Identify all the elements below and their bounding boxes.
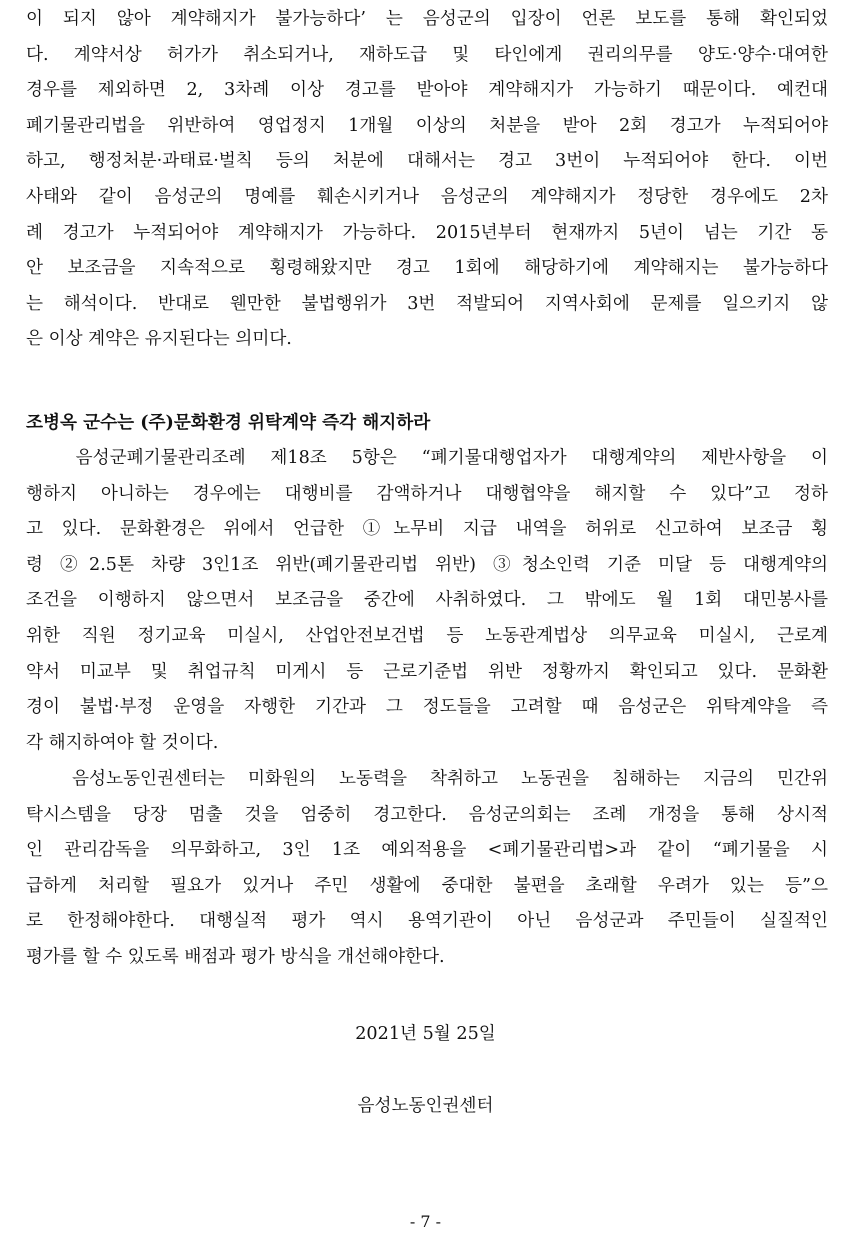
paragraph-line: 경이 불법·부정 운영을 자행한 기간과 그 정도들을 고려할 때 음성군은 위탁계약을 즉 <box>26 697 828 718</box>
paragraph-line: 례 경고가 누적되어야 계약해지가 가능하다. 2015년부터 현재까지 5년이 넘는 기간 동 <box>26 222 828 243</box>
paragraph-warning <box>26 762 828 976</box>
paragraph-line: 고 있다. 문화환경은 위에서 언급한 ①노무비 지급 내역을 허위로 신고하여 보조금 횡 <box>26 519 828 540</box>
paragraph-line: 이 되지 않아 계약해지가 불가능하다’ 는 음성군의 입장이 언론 보도를 통해 확인되었 <box>26 9 828 29</box>
paragraph-line: 약서 미교부 및 취업규칙 미게시 등 근로기준법 위반 정황까지 확인되고 있다. 문화환 <box>26 661 828 682</box>
paragraph-line: 각 해지하여야 할 것이다. <box>26 732 219 753</box>
paragraph-line: 은 이상 계약은 유지된다는 의미다. <box>26 329 292 350</box>
paragraph-line: 하고, 행정처분·과태료·벌칙 등의 처분에 대해서는 경고 3번이 누적되어야 한다. 이번 <box>26 151 828 172</box>
paragraph-line: 경우를 제외하면 2, 3차례 이상 경고를 받아야 계약해지가 가능하기 때문이다. 예컨대 <box>26 80 828 101</box>
paragraph-line: 사태와 같이 음성군의 명예를 훼손시키거나 음성군의 계약해지가 정당한 경우에도 2차 <box>26 186 828 207</box>
paragraph-line: 음성노동인권센터는 미화원의 노동력을 착취하고 노동권을 침해하는 지금의 민간위 <box>26 769 828 789</box>
paragraph-line: 행하지 아니하는 경우에는 대행비를 감액하거나 대행협약을 해지할 수 있다”고 정하 <box>26 483 828 504</box>
paragraph-line: 음성군폐기물관리조례 제18조 5항은 “폐기물대행업자가 대행계약의 제반사항을 이 <box>26 448 828 468</box>
paragraph-line: 안 보조금을 지속적으로 횡령해왔지만 경고 1회에 해당하기에 계약해지는 불가능하다 <box>26 258 828 279</box>
paragraph-ordinance <box>26 441 828 761</box>
paragraph-line: 다. 계약서상 허가가 취소되거나, 재하도급 및 타인에게 권리의무를 양도·양수·대여한 <box>26 44 828 65</box>
paragraph-line: 는 해석이다. 반대로 웬만한 불법행위가 3번 적발되어 지역사회에 문제를 일으키지 않 <box>26 293 828 314</box>
paragraph-line: 로 한정해야한다. 대행실적 평가 역시 용역기관이 아닌 음성군과 주민들이 실질적인 <box>26 911 828 932</box>
page-number: - 7 - <box>409 1212 442 1231</box>
paragraph-line: 조건을 이행하지 않으면서 보조금을 중간에 사취하였다. 그 밖에도 월 1회 대민봉사를 <box>26 590 828 611</box>
document-date: 2021년 5월 25일 <box>355 1024 496 1044</box>
section-heading: 조병옥 군수는 (주)문화환경 위탁계약 즉각 해지하라 <box>26 412 431 433</box>
paragraph-line: 폐기물관리법을 위반하여 영업정지 1개월 이상의 처분을 받아 2회 경고가 누적되어야 <box>26 115 828 136</box>
paragraph-line: 인 관리감독을 의무화하고, 3인 1조 예외적용을 <폐기물관리법>과 같이 “폐기물을 시 <box>26 840 828 861</box>
paragraph-line: 위한 직원 정기교육 미실시, 산업안전보건법 등 노동관계법상 의무교육 미실시, 근로계 <box>26 625 828 646</box>
paragraph-line: 평가를 할 수 있도록 배점과 평가 방식을 개선해야한다. <box>26 946 445 967</box>
paragraph-line: 급하게 처리할 필요가 있거나 주민 생활에 중대한 불편을 초래할 우려가 있는 등”으 <box>26 875 828 896</box>
paragraph-line: 탁시스템을 당장 멈출 것을 엄중히 경고한다. 음성군의회는 조례 개정을 통해 상시적 <box>26 804 828 825</box>
paragraph-line: 령 ②2.5톤 차량 3인1조 위반(폐기물관리법 위반) ③청소인력 기준 미달 등 대행계약의 <box>26 554 828 575</box>
paragraph-contract-termination <box>26 2 828 358</box>
organization-name: 음성노동인권센터 <box>357 1096 494 1116</box>
